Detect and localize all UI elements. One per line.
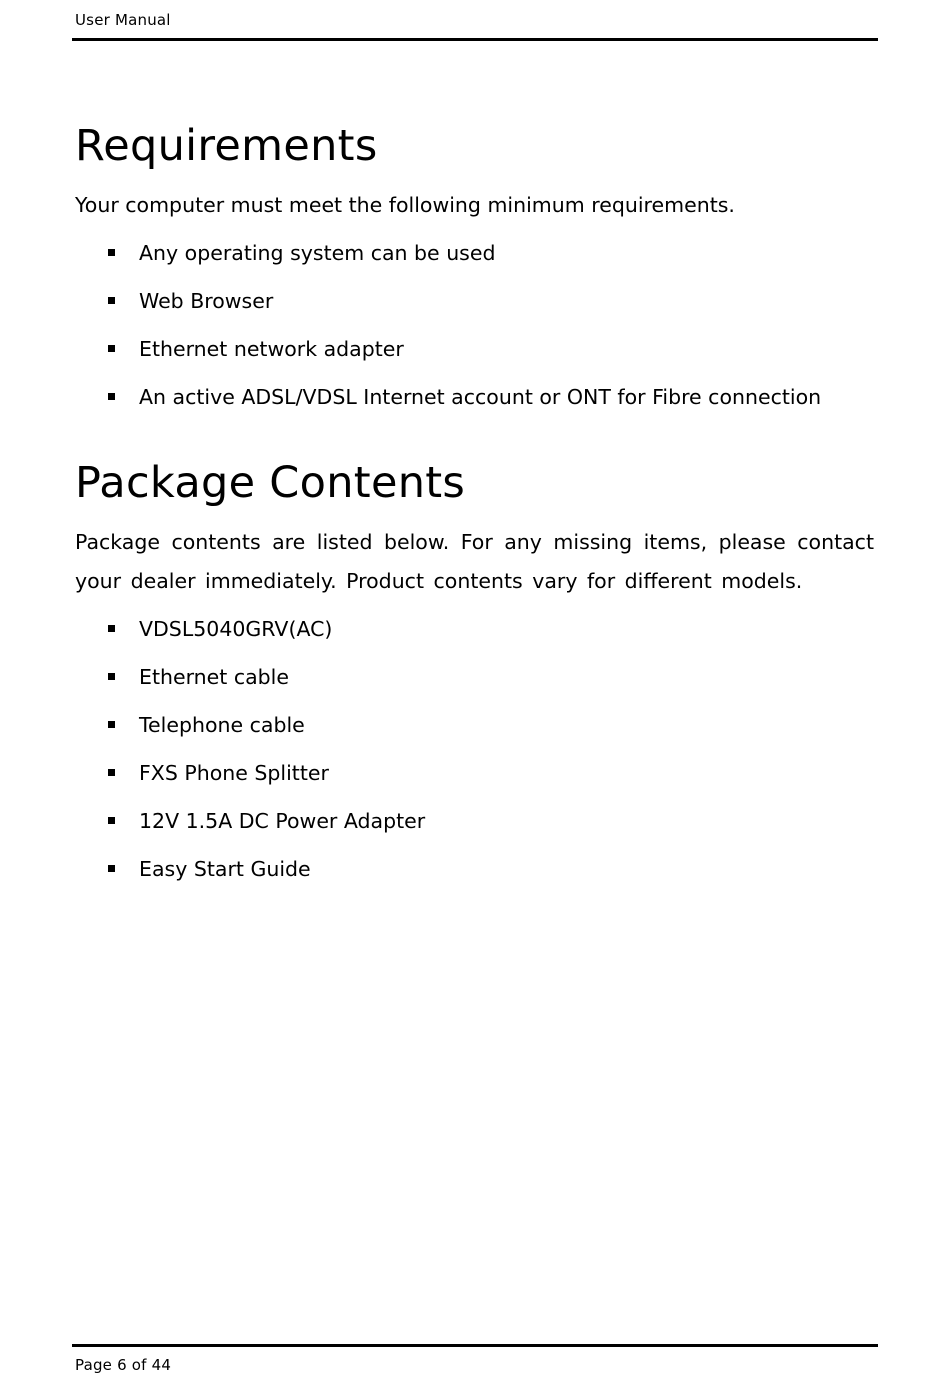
package-contents-list (75, 605, 874, 893)
bullet-square-icon (108, 721, 115, 728)
bullet-square-icon (108, 865, 115, 872)
bullet-square-icon (108, 297, 115, 304)
list-item (75, 605, 874, 653)
requirements-list (75, 229, 874, 421)
list-item (75, 749, 874, 797)
list-item-text: Web Browser (139, 289, 274, 313)
page-number: Page 6 of 44 (75, 1356, 172, 1374)
list-item-text: An active ADSL/VDSL Internet account or ONT for Fibre connection (139, 385, 822, 409)
bullet-square-icon (108, 673, 115, 680)
package-contents-heading: Package Contents (75, 458, 466, 508)
list-item-text: Ethernet network adapter (139, 337, 404, 361)
list-item (75, 653, 874, 701)
package-contents-intro: Package contents are listed below. For any missing items, please contact your dealer immediately. Product contents vary for different models. (75, 530, 874, 593)
requirements-section (75, 118, 874, 421)
bullet-square-icon (108, 345, 115, 352)
bullet-square-icon (108, 393, 115, 400)
list-item-text: Easy Start Guide (139, 857, 311, 881)
list-item (75, 325, 874, 373)
list-item-text: 12V 1.5A DC Power Adapter (139, 809, 426, 833)
page-header (75, 8, 878, 32)
bullet-square-icon (108, 769, 115, 776)
package-contents-section (75, 455, 874, 893)
footer-divider (72, 1344, 878, 1347)
list-item-text: Any operating system can be used (139, 241, 496, 265)
header-divider (72, 38, 878, 41)
bullet-square-icon (108, 625, 115, 632)
bullet-square-icon (108, 249, 115, 256)
list-item (75, 277, 874, 325)
list-item-text: FXS Phone Splitter (139, 761, 329, 785)
list-item (75, 373, 874, 421)
list-item (75, 701, 874, 749)
list-item (75, 229, 874, 277)
header-title: User Manual (75, 11, 171, 29)
bullet-square-icon (108, 817, 115, 824)
list-item-text: Telephone cable (139, 713, 305, 737)
requirements-intro: Your computer must meet the following minimum requirements. (75, 193, 735, 217)
list-item (75, 845, 874, 893)
list-item-text: VDSL5040GRV(AC) (139, 617, 333, 641)
list-item-text: Ethernet cable (139, 665, 289, 689)
list-item (75, 797, 874, 845)
requirements-heading: Requirements (75, 121, 378, 171)
